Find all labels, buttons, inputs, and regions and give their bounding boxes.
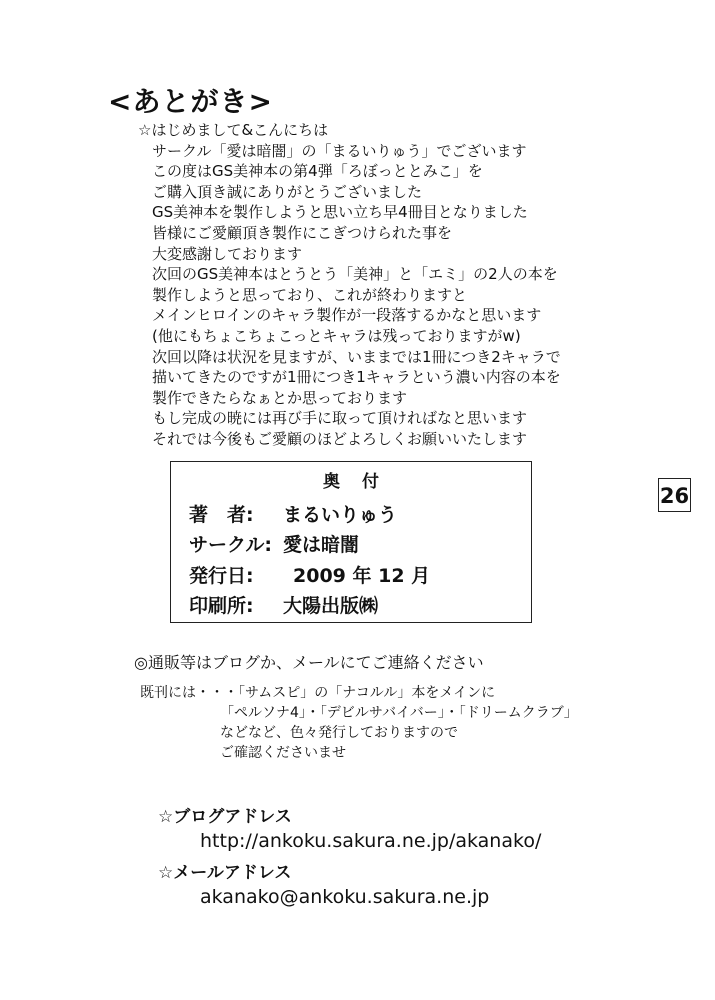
afterword-line: 次回のGS美神本はとうとう「美神」と「エミ」の2人の本を	[152, 265, 558, 284]
printer-label: 印刷所:	[189, 595, 254, 617]
colophon-box	[170, 461, 532, 623]
mail-address-link[interactable]: akanako@ankoku.sakura.ne.jp	[200, 886, 490, 908]
mail-address-label: ☆メールアドレス	[158, 863, 292, 883]
printer-value: 大陽出版㈱	[283, 595, 379, 617]
author-value: まるいりゅう	[283, 504, 398, 526]
colophon-printer-row	[189, 591, 521, 621]
afterword-line: 製作しようと思っており、これが終わりますと	[152, 285, 468, 304]
circle-label: サークル:	[189, 534, 273, 556]
published-line: 既刊には・・・「サムスピ」の「ナコルル」本をメインに	[140, 685, 496, 701]
date-value: 2009 年 12 月	[293, 565, 431, 587]
afterword-line: 大変感謝しております	[152, 244, 303, 263]
date-label: 発行日:	[189, 565, 254, 587]
afterword-text	[138, 120, 561, 450]
author-label: 著 者:	[189, 504, 254, 526]
afterword-line: ☆はじめまして&こんにちは	[138, 121, 329, 139]
afterword-line: この度はGS美神本の第4弾「ろぼっととみこ」を	[152, 162, 483, 181]
afterword-line: ご購入頂き誠にありがとうございました	[152, 182, 423, 201]
afterword-line: 皆様にご愛顧頂き製作にこぎつけられた事を	[152, 223, 453, 242]
colophon-circle-row	[189, 530, 521, 560]
blog-url-link[interactable]: http://ankoku.sakura.ne.jp/akanako/	[200, 830, 542, 852]
published-line: 「ペルソナ4」・「デビルサバイバー」・「ドリームクラブ」	[220, 705, 578, 721]
afterword-line: それでは今後もご愛顧のほどよろしくお願いいたします	[152, 429, 528, 448]
afterword-line: 次回以降は状況を見ますが、いままでは1冊につき2キャラで	[152, 347, 561, 366]
mail-order-notice: ◎通販等はブログか、メールにてご連絡ください	[134, 653, 484, 672]
afterword-line: 製作できたらなぁとか思っております	[152, 388, 408, 407]
colophon-date-row	[189, 561, 521, 591]
blog-address-label: ☆ブログアドレス	[158, 807, 292, 827]
afterword-line: もし完成の暁には再び手に取って頂ければなと思います	[152, 409, 528, 428]
afterword-line: 描いてきたのですが1冊につき1キャラという濃い内容の本を	[152, 368, 561, 387]
colophon-heading: 奥付	[323, 472, 401, 492]
afterword-line: (他にもちょこちょこっとキャラは残っておりますがw)	[152, 326, 521, 345]
published-line: ご確認くださいませ	[220, 745, 346, 761]
afterword-title: <あとがき>	[108, 85, 273, 118]
colophon-author-row	[189, 500, 521, 530]
afterword-line: メインヒロインのキャラ製作が一段落するかなと思います	[152, 306, 542, 325]
circle-value: 愛は暗闇	[283, 534, 360, 556]
afterword-line: サークル「愛は暗闇」の「まるいりゅう」でございます	[152, 141, 527, 160]
published-works-text	[140, 683, 578, 763]
afterword-line: GS美神本を製作しようと思い立ち早4冊目となりました	[152, 203, 528, 222]
page-number: 26	[658, 478, 691, 512]
published-line: などなど、色々発行しておりますので	[220, 725, 458, 741]
